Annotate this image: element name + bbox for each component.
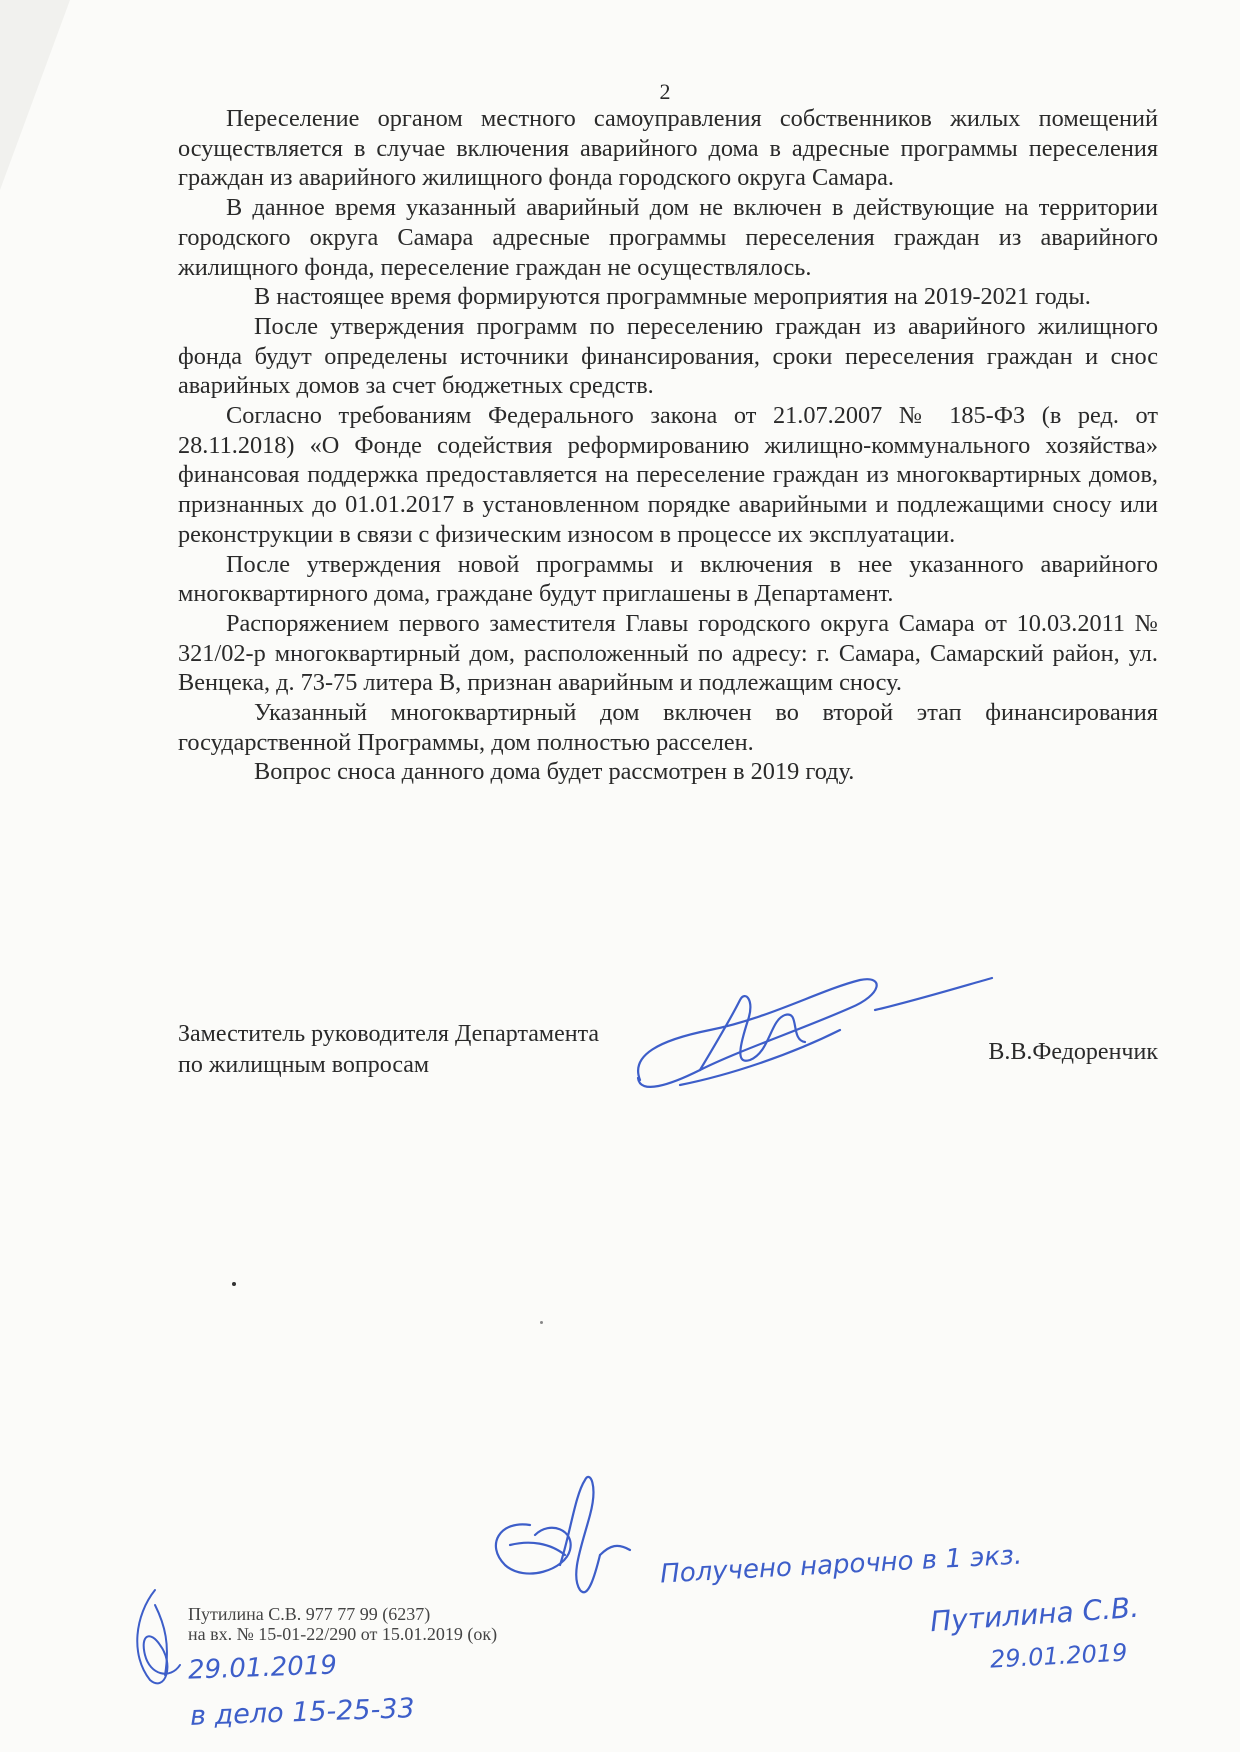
- ink-dot: [232, 1282, 236, 1286]
- incoming-reference: на вх. № 15-01-22/290 от 15.01.2019 (ок): [188, 1624, 498, 1644]
- receiver-name: Путилина С.В.: [929, 1590, 1141, 1639]
- signatory-position: Заместитель руководителя Департамента по жилищным вопросам: [178, 1021, 600, 1078]
- ink-dot: [540, 1321, 543, 1324]
- signature-scribble: [620, 960, 1000, 1100]
- signatory-name: В.В.Федоренчик: [988, 1039, 1158, 1065]
- receiver-date: 29.01.2019: [989, 1638, 1129, 1674]
- received-note: Получено нарочно в 1 экз.: [659, 1540, 1023, 1590]
- receiver-initials-scribble: [125, 1585, 185, 1695]
- courier-signature-scribble: [470, 1465, 650, 1615]
- letter-body: [178, 104, 1158, 787]
- paragraph: Согласно требованиям Федерального закона от 21.07.2007 № 185-ФЗ (в ред. от 28.11.2018) «О Фонде содействия реформированию жилищно-коммунального хозяйства» финансовая поддержка предоставляется на переселение граждан из многоквартирных домов, признанных до 01.01.2017 в установленном порядке аварийными и подлежащими сносу или реконструкции в связи с физическим износом в процессе их эксплуатации.: [178, 402, 1158, 548]
- paragraph: После утверждения программ по переселению граждан из аварийного жилищного фонда будут определены источники финансирования, сроки переселения граждан и снос аварийных домов за счет бюджетных средств.: [178, 312, 1158, 400]
- page-number: 2: [659, 79, 671, 104]
- paragraph: Переселение органом местного самоуправления собственников жилых помещений осуществляется в случае включения аварийного дома в адресные программы переселения граждан из аварийного жилищного фонда городского округа Самара.: [178, 105, 1158, 192]
- executor-footer: [188, 1604, 497, 1644]
- paragraph: Указанный многоквартирный дом включен во второй этап финансирования государственной Программы, дом полностью расселен.: [178, 699, 1158, 756]
- clerk-date: 29.01.2019: [187, 1650, 338, 1686]
- paragraph: Распоряжением первого заместителя Главы городского округа Самара от 10.03.2011 № 321/02-р многоквартирный дом, расположенный по адресу: г. Самара, Самарский район, ул. Венцека, д. 73-75 литера В, признан аварийным и подлежащим сносу.: [178, 609, 1158, 697]
- file-note: в дело 15-25-33: [189, 1693, 416, 1732]
- paragraph: В настоящее время формируются программные мероприятия на 2019-2021 годы.: [254, 283, 1091, 311]
- paragraph: Вопрос сноса данного дома будет рассмотрен в 2019 году.: [254, 758, 855, 786]
- paragraph: После утверждения новой программы и включения в нее указанного аварийного многоквартирного дома, граждане будут приглашены в Департамент.: [178, 550, 1158, 608]
- paragraph: В данное время указанный аварийный дом не включен в действующие на территории городского округа Самара адресные программы переселения граждан из аварийного жилищного фонда, переселение граждан не осуществлялось.: [178, 194, 1158, 281]
- executor-contact: Путилина С.В. 977 77 99 (6237): [188, 1604, 431, 1624]
